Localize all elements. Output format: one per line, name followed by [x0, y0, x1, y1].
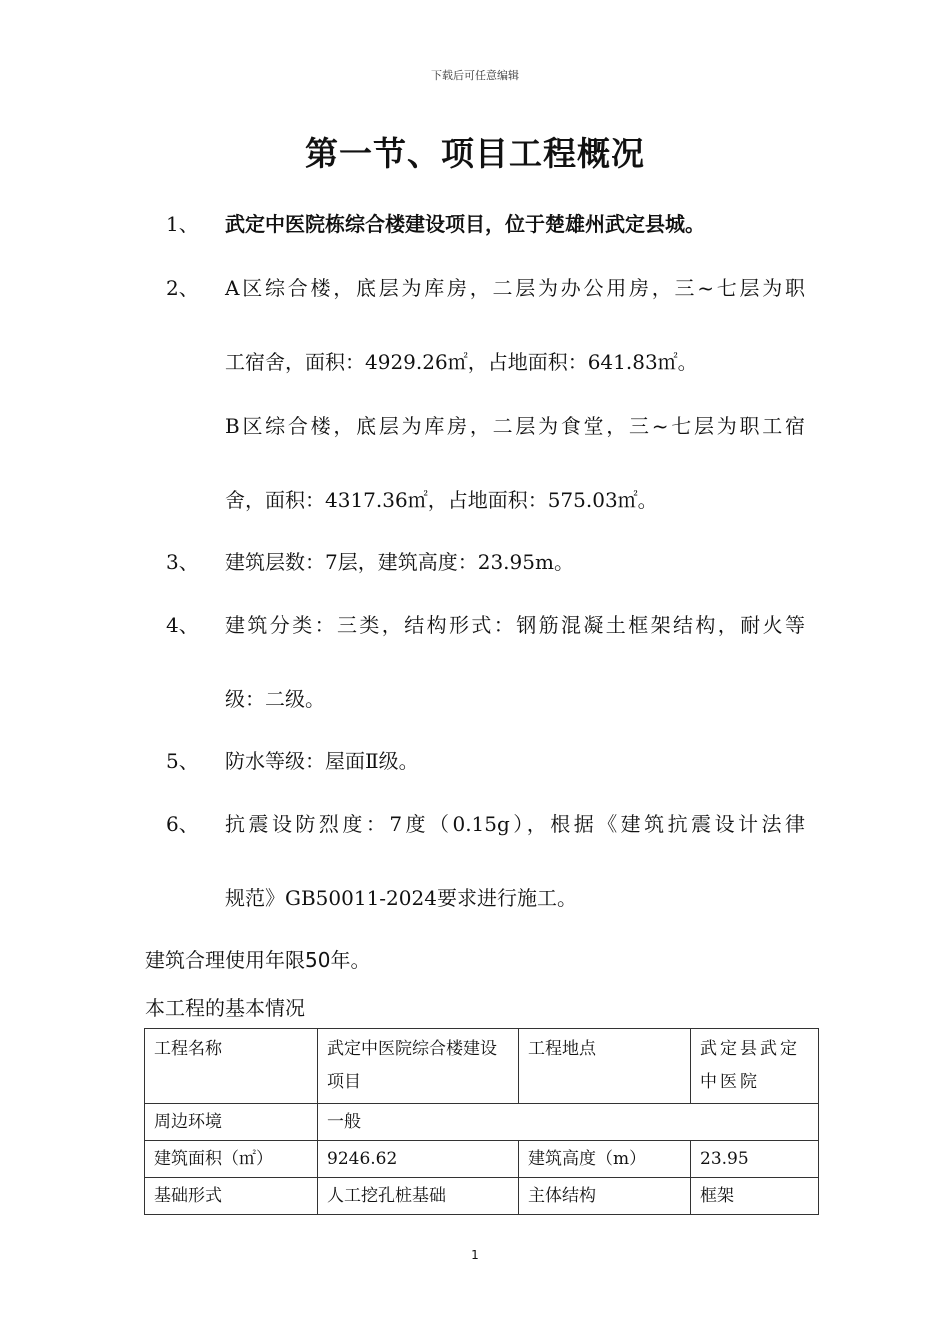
table-cell: 基础形式 — [145, 1178, 318, 1215]
table-row — [145, 1141, 819, 1178]
item-text: 工宿舍，面积：4929.26㎡，占地面积：641.83㎡。 — [225, 350, 698, 374]
table-cell: 一般 — [318, 1104, 819, 1141]
item-number: 2、 — [166, 276, 199, 300]
table-cell: 武定县武定中医院 — [691, 1029, 819, 1104]
table-cell: 建筑面积（㎡） — [145, 1141, 318, 1178]
item-text: 建筑层数：7层，建筑高度：23.95m。 — [225, 550, 574, 574]
item-text: 武定中医院栋综合楼建设项目，位于楚雄州武定县城。 — [225, 212, 705, 236]
table-row — [145, 1178, 819, 1215]
item-text: 规范》GB50011-2024要求进行施工。 — [225, 886, 577, 910]
table-cell: 9246.62 — [318, 1141, 519, 1178]
table-cell: 周边环境 — [145, 1104, 318, 1141]
usage-life: 建筑合理使用年限50年。 — [145, 948, 371, 972]
table-cell: 主体结构 — [519, 1178, 691, 1215]
item-text: 防水等级：屋面Ⅱ级。 — [225, 749, 419, 773]
table-caption: 本工程的基本情况 — [145, 996, 305, 1020]
table-cell: 框架 — [691, 1178, 819, 1215]
page-header: 下载后可任意编辑 — [431, 69, 519, 82]
item-number: 4、 — [166, 613, 199, 637]
table-cell: 建筑高度（m） — [519, 1141, 691, 1178]
table-cell: 人工挖孔桩基础 — [318, 1178, 519, 1215]
table-cell: 工程名称 — [145, 1029, 318, 1104]
item-number: 5、 — [166, 749, 199, 773]
section-title: 第一节、项目工程概况 — [305, 134, 645, 173]
table-cell: 工程地点 — [519, 1029, 691, 1104]
item-text: 抗震设防烈度：7度（0.15g），根据《建筑抗震设计法律 — [225, 812, 805, 836]
item-text: 级：二级。 — [225, 687, 325, 711]
table-row — [145, 1104, 819, 1141]
item-text: 建筑分类：三类，结构形式：钢筋混凝土框架结构，耐火等 — [225, 613, 805, 637]
item-number: 3、 — [166, 550, 199, 574]
table-cell: 23.95 — [691, 1141, 819, 1178]
table-cell: 武定中医院综合楼建设项目 — [318, 1029, 519, 1104]
item-text: A区综合楼，底层为库房，二层为办公用房，三~七层为职 — [225, 276, 805, 300]
item-number: 1、 — [166, 212, 199, 236]
item-text: 舍，面积：4317.36㎡，占地面积：575.03㎡。 — [225, 488, 658, 512]
table-row — [145, 1029, 819, 1104]
project-info-table — [144, 1028, 819, 1215]
page-number: 1 — [471, 1248, 479, 1262]
item-number: 6、 — [166, 812, 199, 836]
item-text: B区综合楼，底层为库房，二层为食堂，三~七层为职工宿 — [225, 414, 805, 438]
